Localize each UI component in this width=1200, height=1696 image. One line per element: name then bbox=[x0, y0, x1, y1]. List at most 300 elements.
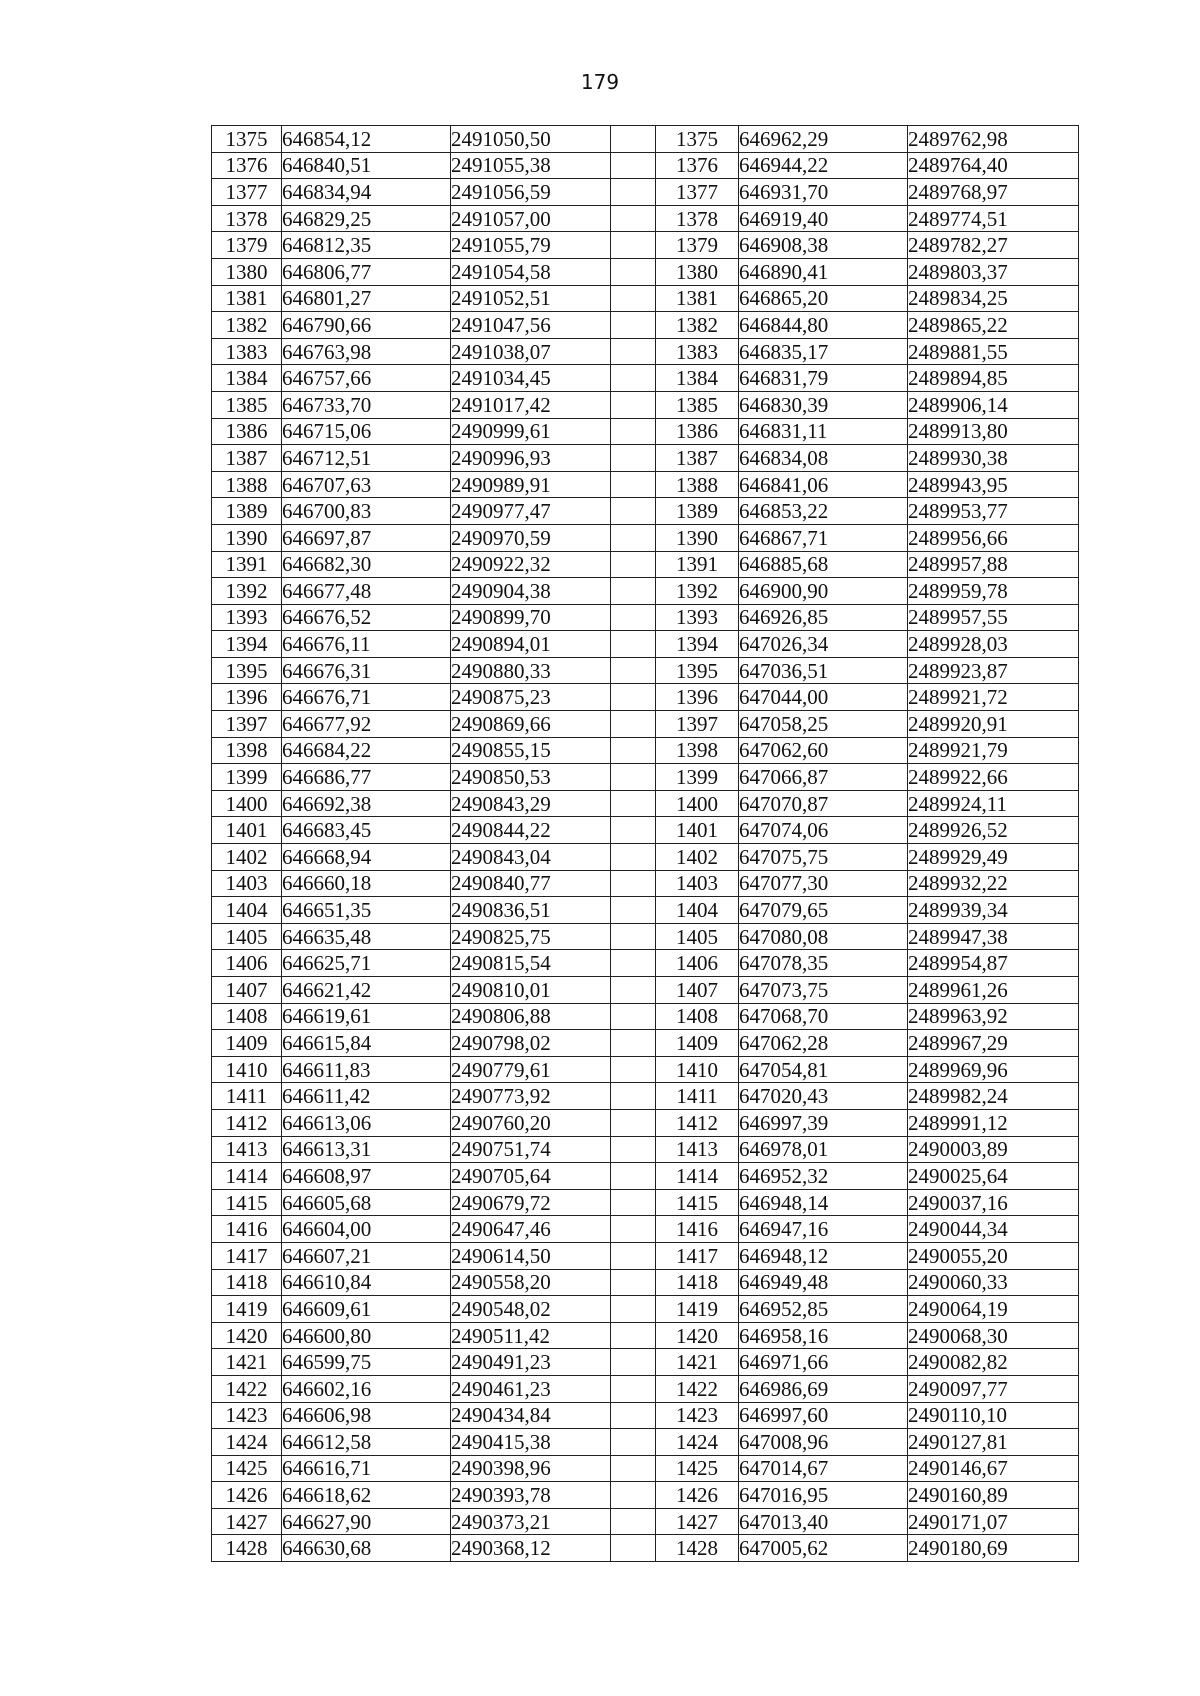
point-number-left: 1388 bbox=[212, 471, 282, 498]
table-row bbox=[212, 1136, 1079, 1163]
empty-cell bbox=[611, 1402, 656, 1429]
point-number-right: 1424 bbox=[656, 1429, 739, 1456]
point-number-left: 1426 bbox=[212, 1482, 282, 1509]
y-coordinate-right: 2490146,67 bbox=[908, 1455, 1079, 1482]
x-coordinate-left: 646660,18 bbox=[282, 870, 451, 897]
empty-cell bbox=[611, 205, 656, 232]
point-number-right: 1420 bbox=[656, 1322, 739, 1349]
x-coordinate-right: 646962,29 bbox=[739, 126, 908, 153]
x-coordinate-right: 646830,39 bbox=[739, 391, 908, 418]
table-row bbox=[212, 1322, 1079, 1349]
empty-cell bbox=[611, 1163, 656, 1190]
point-number-right: 1409 bbox=[656, 1030, 739, 1057]
point-number-left: 1422 bbox=[212, 1375, 282, 1402]
table-row bbox=[212, 471, 1079, 498]
point-number-right: 1389 bbox=[656, 498, 739, 525]
y-coordinate-left: 2490996,93 bbox=[451, 445, 611, 472]
y-coordinate-left: 2490904,38 bbox=[451, 578, 611, 605]
point-number-left: 1380 bbox=[212, 258, 282, 285]
y-coordinate-right: 2489924,11 bbox=[908, 790, 1079, 817]
y-coordinate-left: 2490373,21 bbox=[451, 1508, 611, 1535]
point-number-left: 1424 bbox=[212, 1429, 282, 1456]
y-coordinate-left: 2490679,72 bbox=[451, 1189, 611, 1216]
y-coordinate-right: 2489929,49 bbox=[908, 844, 1079, 871]
table-row bbox=[212, 1535, 1079, 1562]
point-number-left: 1407 bbox=[212, 977, 282, 1004]
x-coordinate-right: 647062,60 bbox=[739, 737, 908, 764]
x-coordinate-left: 646618,62 bbox=[282, 1482, 451, 1509]
y-coordinate-right: 2490127,81 bbox=[908, 1429, 1079, 1456]
x-coordinate-right: 646831,79 bbox=[739, 365, 908, 392]
point-number-right: 1387 bbox=[656, 445, 739, 472]
x-coordinate-right: 647026,34 bbox=[739, 631, 908, 658]
y-coordinate-right: 2489834,25 bbox=[908, 285, 1079, 312]
x-coordinate-left: 646683,45 bbox=[282, 817, 451, 844]
point-number-right: 1399 bbox=[656, 764, 739, 791]
y-coordinate-left: 2490843,29 bbox=[451, 790, 611, 817]
x-coordinate-left: 646757,66 bbox=[282, 365, 451, 392]
point-number-left: 1376 bbox=[212, 152, 282, 179]
y-coordinate-right: 2490060,33 bbox=[908, 1269, 1079, 1296]
table-row bbox=[212, 179, 1079, 206]
table-row bbox=[212, 258, 1079, 285]
y-coordinate-right: 2489943,95 bbox=[908, 471, 1079, 498]
y-coordinate-right: 2489922,66 bbox=[908, 764, 1079, 791]
y-coordinate-left: 2490810,01 bbox=[451, 977, 611, 1004]
point-number-left: 1408 bbox=[212, 1003, 282, 1030]
y-coordinate-left: 2490825,75 bbox=[451, 923, 611, 950]
x-coordinate-left: 646676,52 bbox=[282, 604, 451, 631]
y-coordinate-right: 2489961,26 bbox=[908, 977, 1079, 1004]
point-number-right: 1411 bbox=[656, 1083, 739, 1110]
point-number-right: 1402 bbox=[656, 844, 739, 871]
point-number-left: 1389 bbox=[212, 498, 282, 525]
x-coordinate-left: 646697,87 bbox=[282, 524, 451, 551]
y-coordinate-right: 2490110,10 bbox=[908, 1402, 1079, 1429]
point-number-left: 1404 bbox=[212, 897, 282, 924]
x-coordinate-left: 646812,35 bbox=[282, 232, 451, 259]
y-coordinate-right: 2490180,69 bbox=[908, 1535, 1079, 1562]
table-row bbox=[212, 1030, 1079, 1057]
x-coordinate-right: 647070,87 bbox=[739, 790, 908, 817]
x-coordinate-left: 646763,98 bbox=[282, 338, 451, 365]
y-coordinate-left: 2490922,32 bbox=[451, 551, 611, 578]
table-row bbox=[212, 1269, 1079, 1296]
point-number-right: 1380 bbox=[656, 258, 739, 285]
x-coordinate-right: 647036,51 bbox=[739, 657, 908, 684]
y-coordinate-right: 2490037,16 bbox=[908, 1189, 1079, 1216]
y-coordinate-right: 2490068,30 bbox=[908, 1322, 1079, 1349]
x-coordinate-left: 646605,68 bbox=[282, 1189, 451, 1216]
point-number-left: 1416 bbox=[212, 1216, 282, 1243]
empty-cell bbox=[611, 711, 656, 738]
y-coordinate-right: 2489959,78 bbox=[908, 578, 1079, 605]
point-number-left: 1419 bbox=[212, 1296, 282, 1323]
table-row bbox=[212, 604, 1079, 631]
table-row bbox=[212, 950, 1079, 977]
point-number-left: 1423 bbox=[212, 1402, 282, 1429]
y-coordinate-left: 2490511,42 bbox=[451, 1322, 611, 1349]
table-row bbox=[212, 365, 1079, 392]
empty-cell bbox=[611, 1216, 656, 1243]
empty-cell bbox=[611, 258, 656, 285]
point-number-right: 1392 bbox=[656, 578, 739, 605]
x-coordinate-right: 647013,40 bbox=[739, 1508, 908, 1535]
coordinates-table-body bbox=[212, 126, 1079, 1562]
empty-cell bbox=[611, 445, 656, 472]
table-row bbox=[212, 977, 1079, 1004]
empty-cell bbox=[611, 764, 656, 791]
y-coordinate-left: 2490398,96 bbox=[451, 1455, 611, 1482]
point-number-right: 1425 bbox=[656, 1455, 739, 1482]
x-coordinate-right: 646885,68 bbox=[739, 551, 908, 578]
empty-cell bbox=[611, 365, 656, 392]
empty-cell bbox=[611, 498, 656, 525]
point-number-right: 1377 bbox=[656, 179, 739, 206]
empty-cell bbox=[611, 870, 656, 897]
x-coordinate-right: 646948,12 bbox=[739, 1242, 908, 1269]
y-coordinate-right: 2489923,87 bbox=[908, 657, 1079, 684]
y-coordinate-left: 2491038,07 bbox=[451, 338, 611, 365]
point-number-right: 1403 bbox=[656, 870, 739, 897]
point-number-right: 1419 bbox=[656, 1296, 739, 1323]
x-coordinate-right: 646831,11 bbox=[739, 418, 908, 445]
x-coordinate-right: 647080,08 bbox=[739, 923, 908, 950]
point-number-left: 1410 bbox=[212, 1056, 282, 1083]
empty-cell bbox=[611, 977, 656, 1004]
point-number-right: 1379 bbox=[656, 232, 739, 259]
x-coordinate-left: 646615,84 bbox=[282, 1030, 451, 1057]
point-number-left: 1412 bbox=[212, 1109, 282, 1136]
x-coordinate-right: 646919,40 bbox=[739, 205, 908, 232]
table-row bbox=[212, 844, 1079, 871]
table-row bbox=[212, 1429, 1079, 1456]
point-number-left: 1401 bbox=[212, 817, 282, 844]
y-coordinate-right: 2489782,27 bbox=[908, 232, 1079, 259]
point-number-left: 1425 bbox=[212, 1455, 282, 1482]
point-number-left: 1402 bbox=[212, 844, 282, 871]
point-number-right: 1406 bbox=[656, 950, 739, 977]
table-row bbox=[212, 657, 1079, 684]
y-coordinate-left: 2491056,59 bbox=[451, 179, 611, 206]
point-number-right: 1408 bbox=[656, 1003, 739, 1030]
x-coordinate-left: 646610,84 bbox=[282, 1269, 451, 1296]
point-number-left: 1375 bbox=[212, 126, 282, 153]
x-coordinate-left: 646625,71 bbox=[282, 950, 451, 977]
x-coordinate-left: 646609,61 bbox=[282, 1296, 451, 1323]
y-coordinate-right: 2489803,37 bbox=[908, 258, 1079, 285]
x-coordinate-left: 646607,21 bbox=[282, 1242, 451, 1269]
empty-cell bbox=[611, 551, 656, 578]
empty-cell bbox=[611, 232, 656, 259]
y-coordinate-left: 2490989,91 bbox=[451, 471, 611, 498]
table-row bbox=[212, 205, 1079, 232]
y-coordinate-left: 2490840,77 bbox=[451, 870, 611, 897]
y-coordinate-left: 2490548,02 bbox=[451, 1296, 611, 1323]
x-coordinate-left: 646611,42 bbox=[282, 1083, 451, 1110]
point-number-right: 1395 bbox=[656, 657, 739, 684]
y-coordinate-right: 2489939,34 bbox=[908, 897, 1079, 924]
y-coordinate-right: 2489928,03 bbox=[908, 631, 1079, 658]
point-number-right: 1388 bbox=[656, 471, 739, 498]
y-coordinate-right: 2489953,77 bbox=[908, 498, 1079, 525]
x-coordinate-left: 646712,51 bbox=[282, 445, 451, 472]
x-coordinate-right: 646834,08 bbox=[739, 445, 908, 472]
x-coordinate-right: 646949,48 bbox=[739, 1269, 908, 1296]
table-row bbox=[212, 1189, 1079, 1216]
empty-cell bbox=[611, 844, 656, 871]
empty-cell bbox=[611, 897, 656, 924]
empty-cell bbox=[611, 1429, 656, 1456]
x-coordinate-left: 646676,71 bbox=[282, 684, 451, 711]
empty-cell bbox=[611, 126, 656, 153]
y-coordinate-right: 2489921,79 bbox=[908, 737, 1079, 764]
table-row bbox=[212, 418, 1079, 445]
empty-cell bbox=[611, 179, 656, 206]
x-coordinate-right: 646944,22 bbox=[739, 152, 908, 179]
x-coordinate-right: 647068,70 bbox=[739, 1003, 908, 1030]
point-number-left: 1420 bbox=[212, 1322, 282, 1349]
y-coordinate-left: 2491034,45 bbox=[451, 365, 611, 392]
point-number-right: 1376 bbox=[656, 152, 739, 179]
point-number-right: 1385 bbox=[656, 391, 739, 418]
x-coordinate-right: 646952,85 bbox=[739, 1296, 908, 1323]
point-number-left: 1413 bbox=[212, 1136, 282, 1163]
table-row bbox=[212, 1056, 1079, 1083]
empty-cell bbox=[611, 471, 656, 498]
table-row bbox=[212, 1296, 1079, 1323]
table-row bbox=[212, 1349, 1079, 1376]
point-number-right: 1423 bbox=[656, 1402, 739, 1429]
point-number-right: 1382 bbox=[656, 312, 739, 339]
point-number-left: 1417 bbox=[212, 1242, 282, 1269]
y-coordinate-left: 2490869,66 bbox=[451, 711, 611, 738]
x-coordinate-right: 647062,28 bbox=[739, 1030, 908, 1057]
point-number-right: 1390 bbox=[656, 524, 739, 551]
table-row bbox=[212, 391, 1079, 418]
empty-cell bbox=[611, 657, 656, 684]
empty-cell bbox=[611, 1109, 656, 1136]
y-coordinate-left: 2490751,74 bbox=[451, 1136, 611, 1163]
x-coordinate-left: 646608,97 bbox=[282, 1163, 451, 1190]
empty-cell bbox=[611, 312, 656, 339]
table-row bbox=[212, 737, 1079, 764]
x-coordinate-right: 646890,41 bbox=[739, 258, 908, 285]
table-row bbox=[212, 790, 1079, 817]
y-coordinate-left: 2490999,61 bbox=[451, 418, 611, 445]
y-coordinate-right: 2489764,40 bbox=[908, 152, 1079, 179]
point-number-right: 1427 bbox=[656, 1508, 739, 1535]
y-coordinate-left: 2490977,47 bbox=[451, 498, 611, 525]
x-coordinate-left: 646677,92 bbox=[282, 711, 451, 738]
x-coordinate-right: 646997,60 bbox=[739, 1402, 908, 1429]
empty-cell bbox=[611, 524, 656, 551]
point-number-left: 1405 bbox=[212, 923, 282, 950]
page-number: 179 bbox=[580, 70, 620, 94]
point-number-left: 1397 bbox=[212, 711, 282, 738]
x-coordinate-left: 646627,90 bbox=[282, 1508, 451, 1535]
x-coordinate-left: 646613,06 bbox=[282, 1109, 451, 1136]
point-number-left: 1427 bbox=[212, 1508, 282, 1535]
x-coordinate-right: 646931,70 bbox=[739, 179, 908, 206]
empty-cell bbox=[611, 737, 656, 764]
table-row bbox=[212, 1216, 1079, 1243]
y-coordinate-left: 2491017,42 bbox=[451, 391, 611, 418]
table-row bbox=[212, 631, 1079, 658]
y-coordinate-left: 2491047,56 bbox=[451, 312, 611, 339]
empty-cell bbox=[611, 1003, 656, 1030]
x-coordinate-right: 646835,17 bbox=[739, 338, 908, 365]
point-number-left: 1384 bbox=[212, 365, 282, 392]
y-coordinate-right: 2490171,07 bbox=[908, 1508, 1079, 1535]
point-number-right: 1413 bbox=[656, 1136, 739, 1163]
table-row bbox=[212, 1003, 1079, 1030]
table-row bbox=[212, 126, 1079, 153]
x-coordinate-right: 646853,22 bbox=[739, 498, 908, 525]
y-coordinate-left: 2490894,01 bbox=[451, 631, 611, 658]
y-coordinate-right: 2489921,72 bbox=[908, 684, 1079, 711]
x-coordinate-left: 646684,22 bbox=[282, 737, 451, 764]
table-row bbox=[212, 1455, 1079, 1482]
y-coordinate-right: 2489913,80 bbox=[908, 418, 1079, 445]
table-row bbox=[212, 232, 1079, 259]
point-number-right: 1416 bbox=[656, 1216, 739, 1243]
point-number-left: 1406 bbox=[212, 950, 282, 977]
empty-cell bbox=[611, 631, 656, 658]
x-coordinate-left: 646686,77 bbox=[282, 764, 451, 791]
x-coordinate-left: 646682,30 bbox=[282, 551, 451, 578]
x-coordinate-right: 646986,69 bbox=[739, 1375, 908, 1402]
x-coordinate-right: 646867,71 bbox=[739, 524, 908, 551]
point-number-right: 1386 bbox=[656, 418, 739, 445]
empty-cell bbox=[611, 817, 656, 844]
empty-cell bbox=[611, 285, 656, 312]
x-coordinate-right: 647016,95 bbox=[739, 1482, 908, 1509]
point-number-left: 1394 bbox=[212, 631, 282, 658]
point-number-right: 1421 bbox=[656, 1349, 739, 1376]
y-coordinate-left: 2491055,79 bbox=[451, 232, 611, 259]
y-coordinate-right: 2489906,14 bbox=[908, 391, 1079, 418]
y-coordinate-left: 2490773,92 bbox=[451, 1083, 611, 1110]
point-number-right: 1383 bbox=[656, 338, 739, 365]
empty-cell bbox=[611, 1322, 656, 1349]
y-coordinate-right: 2489957,55 bbox=[908, 604, 1079, 631]
point-number-right: 1410 bbox=[656, 1056, 739, 1083]
y-coordinate-left: 2490647,46 bbox=[451, 1216, 611, 1243]
y-coordinate-left: 2490850,53 bbox=[451, 764, 611, 791]
x-coordinate-right: 647077,30 bbox=[739, 870, 908, 897]
point-number-right: 1398 bbox=[656, 737, 739, 764]
x-coordinate-left: 646700,83 bbox=[282, 498, 451, 525]
y-coordinate-right: 2489932,22 bbox=[908, 870, 1079, 897]
x-coordinate-left: 646619,61 bbox=[282, 1003, 451, 1030]
y-coordinate-left: 2491050,50 bbox=[451, 126, 611, 153]
table-row bbox=[212, 551, 1079, 578]
empty-cell bbox=[611, 391, 656, 418]
x-coordinate-left: 646606,98 bbox=[282, 1402, 451, 1429]
empty-cell bbox=[611, 1056, 656, 1083]
y-coordinate-right: 2489963,92 bbox=[908, 1003, 1079, 1030]
x-coordinate-left: 646834,94 bbox=[282, 179, 451, 206]
table-row bbox=[212, 1083, 1079, 1110]
y-coordinate-left: 2491057,00 bbox=[451, 205, 611, 232]
x-coordinate-left: 646602,16 bbox=[282, 1375, 451, 1402]
point-number-right: 1397 bbox=[656, 711, 739, 738]
table-row bbox=[212, 445, 1079, 472]
y-coordinate-left: 2490806,88 bbox=[451, 1003, 611, 1030]
y-coordinate-left: 2490393,78 bbox=[451, 1482, 611, 1509]
x-coordinate-right: 646997,39 bbox=[739, 1109, 908, 1136]
table-row bbox=[212, 870, 1079, 897]
table-row bbox=[212, 1482, 1079, 1509]
table-row bbox=[212, 1375, 1079, 1402]
empty-cell bbox=[611, 152, 656, 179]
point-number-right: 1401 bbox=[656, 817, 739, 844]
x-coordinate-right: 647014,67 bbox=[739, 1455, 908, 1482]
table-row bbox=[212, 578, 1079, 605]
y-coordinate-right: 2489768,97 bbox=[908, 179, 1079, 206]
x-coordinate-left: 646599,75 bbox=[282, 1349, 451, 1376]
x-coordinate-left: 646733,70 bbox=[282, 391, 451, 418]
x-coordinate-right: 647058,25 bbox=[739, 711, 908, 738]
y-coordinate-right: 2489957,88 bbox=[908, 551, 1079, 578]
y-coordinate-left: 2490368,12 bbox=[451, 1535, 611, 1562]
x-coordinate-right: 647066,87 bbox=[739, 764, 908, 791]
x-coordinate-left: 646801,27 bbox=[282, 285, 451, 312]
x-coordinate-left: 646616,71 bbox=[282, 1455, 451, 1482]
point-number-left: 1411 bbox=[212, 1083, 282, 1110]
y-coordinate-left: 2491055,38 bbox=[451, 152, 611, 179]
x-coordinate-left: 646677,48 bbox=[282, 578, 451, 605]
table-row bbox=[212, 684, 1079, 711]
point-number-left: 1392 bbox=[212, 578, 282, 605]
table-row bbox=[212, 1402, 1079, 1429]
point-number-left: 1382 bbox=[212, 312, 282, 339]
table-row bbox=[212, 152, 1079, 179]
table-row bbox=[212, 1242, 1079, 1269]
y-coordinate-left: 2490844,22 bbox=[451, 817, 611, 844]
y-coordinate-right: 2490044,34 bbox=[908, 1216, 1079, 1243]
empty-cell bbox=[611, 1455, 656, 1482]
point-number-right: 1405 bbox=[656, 923, 739, 950]
x-coordinate-left: 646635,48 bbox=[282, 923, 451, 950]
x-coordinate-right: 647020,43 bbox=[739, 1083, 908, 1110]
x-coordinate-right: 646947,16 bbox=[739, 1216, 908, 1243]
empty-cell bbox=[611, 418, 656, 445]
point-number-left: 1391 bbox=[212, 551, 282, 578]
x-coordinate-right: 646958,16 bbox=[739, 1322, 908, 1349]
point-number-left: 1428 bbox=[212, 1535, 282, 1562]
x-coordinate-left: 646715,06 bbox=[282, 418, 451, 445]
y-coordinate-right: 2489774,51 bbox=[908, 205, 1079, 232]
x-coordinate-left: 646790,66 bbox=[282, 312, 451, 339]
y-coordinate-left: 2490760,20 bbox=[451, 1109, 611, 1136]
table-row bbox=[212, 312, 1079, 339]
x-coordinate-right: 647054,81 bbox=[739, 1056, 908, 1083]
point-number-right: 1407 bbox=[656, 977, 739, 1004]
point-number-right: 1394 bbox=[656, 631, 739, 658]
x-coordinate-left: 646613,31 bbox=[282, 1136, 451, 1163]
empty-cell bbox=[611, 1535, 656, 1562]
y-coordinate-right: 2489947,38 bbox=[908, 923, 1079, 950]
y-coordinate-left: 2490705,64 bbox=[451, 1163, 611, 1190]
point-number-right: 1400 bbox=[656, 790, 739, 817]
empty-cell bbox=[611, 1083, 656, 1110]
y-coordinate-right: 2489954,87 bbox=[908, 950, 1079, 977]
empty-cell bbox=[611, 1375, 656, 1402]
x-coordinate-right: 647008,96 bbox=[739, 1429, 908, 1456]
y-coordinate-left: 2491052,51 bbox=[451, 285, 611, 312]
